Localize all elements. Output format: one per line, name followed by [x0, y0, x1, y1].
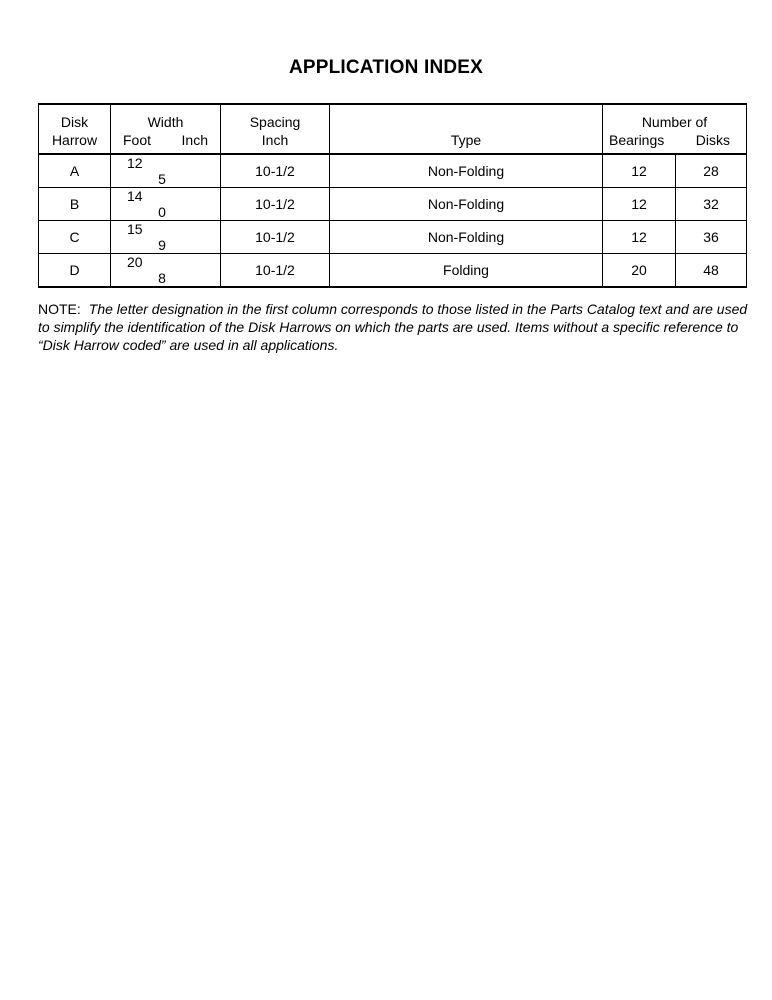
header-disk: Disk: [60, 114, 89, 130]
cell-spacing: 10-1/2: [221, 188, 330, 221]
cell-harrow: B: [39, 188, 111, 221]
cell-type: Non-Folding: [330, 154, 603, 188]
cell-disks: 48: [676, 254, 747, 288]
cell-bearings: 20: [603, 254, 676, 288]
header-bearings: Bearings: [609, 132, 665, 148]
cell-foot: 12: [127, 155, 143, 171]
note-text: The letter designation in the first column corresponds to those listed in the Parts Catalog text and are used to simplify the identification of the Disk Harrows on which the parts are used. Items without a specific reference to “Disk Harrow coded” are used in all applications.: [38, 301, 748, 353]
header-number-of: [603, 104, 747, 154]
table-row: [39, 188, 747, 221]
cell-spacing: 10-1/2: [221, 221, 330, 254]
header-spacing-unit: Inch: [261, 132, 289, 148]
cell-type: Non-Folding: [330, 188, 603, 221]
cell-disks: 36: [676, 221, 747, 254]
header-harrow: Harrow: [51, 132, 98, 148]
cell-width: [111, 154, 221, 188]
cell-type: Folding: [330, 254, 603, 288]
table-row: [39, 254, 747, 288]
cell-disks: 32: [676, 188, 747, 221]
header-width-label: Width: [147, 114, 184, 130]
note-paragraph: [38, 300, 748, 354]
header-width: [111, 104, 221, 154]
cell-inch: 9: [158, 237, 166, 253]
cell-bearings: 12: [603, 154, 676, 188]
cell-bearings: 12: [603, 188, 676, 221]
header-spacing-label: Spacing: [249, 114, 301, 130]
cell-width: [111, 188, 221, 221]
cell-foot: 15: [127, 221, 143, 237]
application-index-table: [38, 103, 747, 288]
cell-harrow: A: [39, 154, 111, 188]
cell-disks: 28: [676, 154, 747, 188]
cell-inch: 0: [158, 204, 166, 220]
table-header-row: [39, 104, 747, 154]
cell-harrow: C: [39, 221, 111, 254]
cell-spacing: 10-1/2: [221, 154, 330, 188]
cell-width: [111, 221, 221, 254]
note-label: NOTE:: [38, 301, 81, 317]
header-inch: Inch: [181, 132, 208, 148]
cell-foot: 20: [127, 254, 143, 270]
header-spacing: [221, 104, 330, 154]
cell-inch: 5: [158, 171, 166, 187]
cell-spacing: 10-1/2: [221, 254, 330, 288]
header-foot: Foot: [123, 132, 152, 148]
cell-inch: 8: [158, 270, 166, 286]
cell-foot: 14: [127, 188, 143, 204]
table-row: [39, 221, 747, 254]
cell-harrow: D: [39, 254, 111, 288]
table-row: [39, 154, 747, 188]
header-disks: Disks: [695, 132, 730, 148]
cell-bearings: 12: [603, 221, 676, 254]
header-number-of-label: Number of: [641, 114, 708, 130]
cell-type: Non-Folding: [330, 221, 603, 254]
page-title: APPLICATION INDEX: [288, 57, 484, 78]
cell-width: [111, 254, 221, 288]
header-type: Type: [330, 104, 603, 154]
header-disk-harrow: [39, 104, 111, 154]
